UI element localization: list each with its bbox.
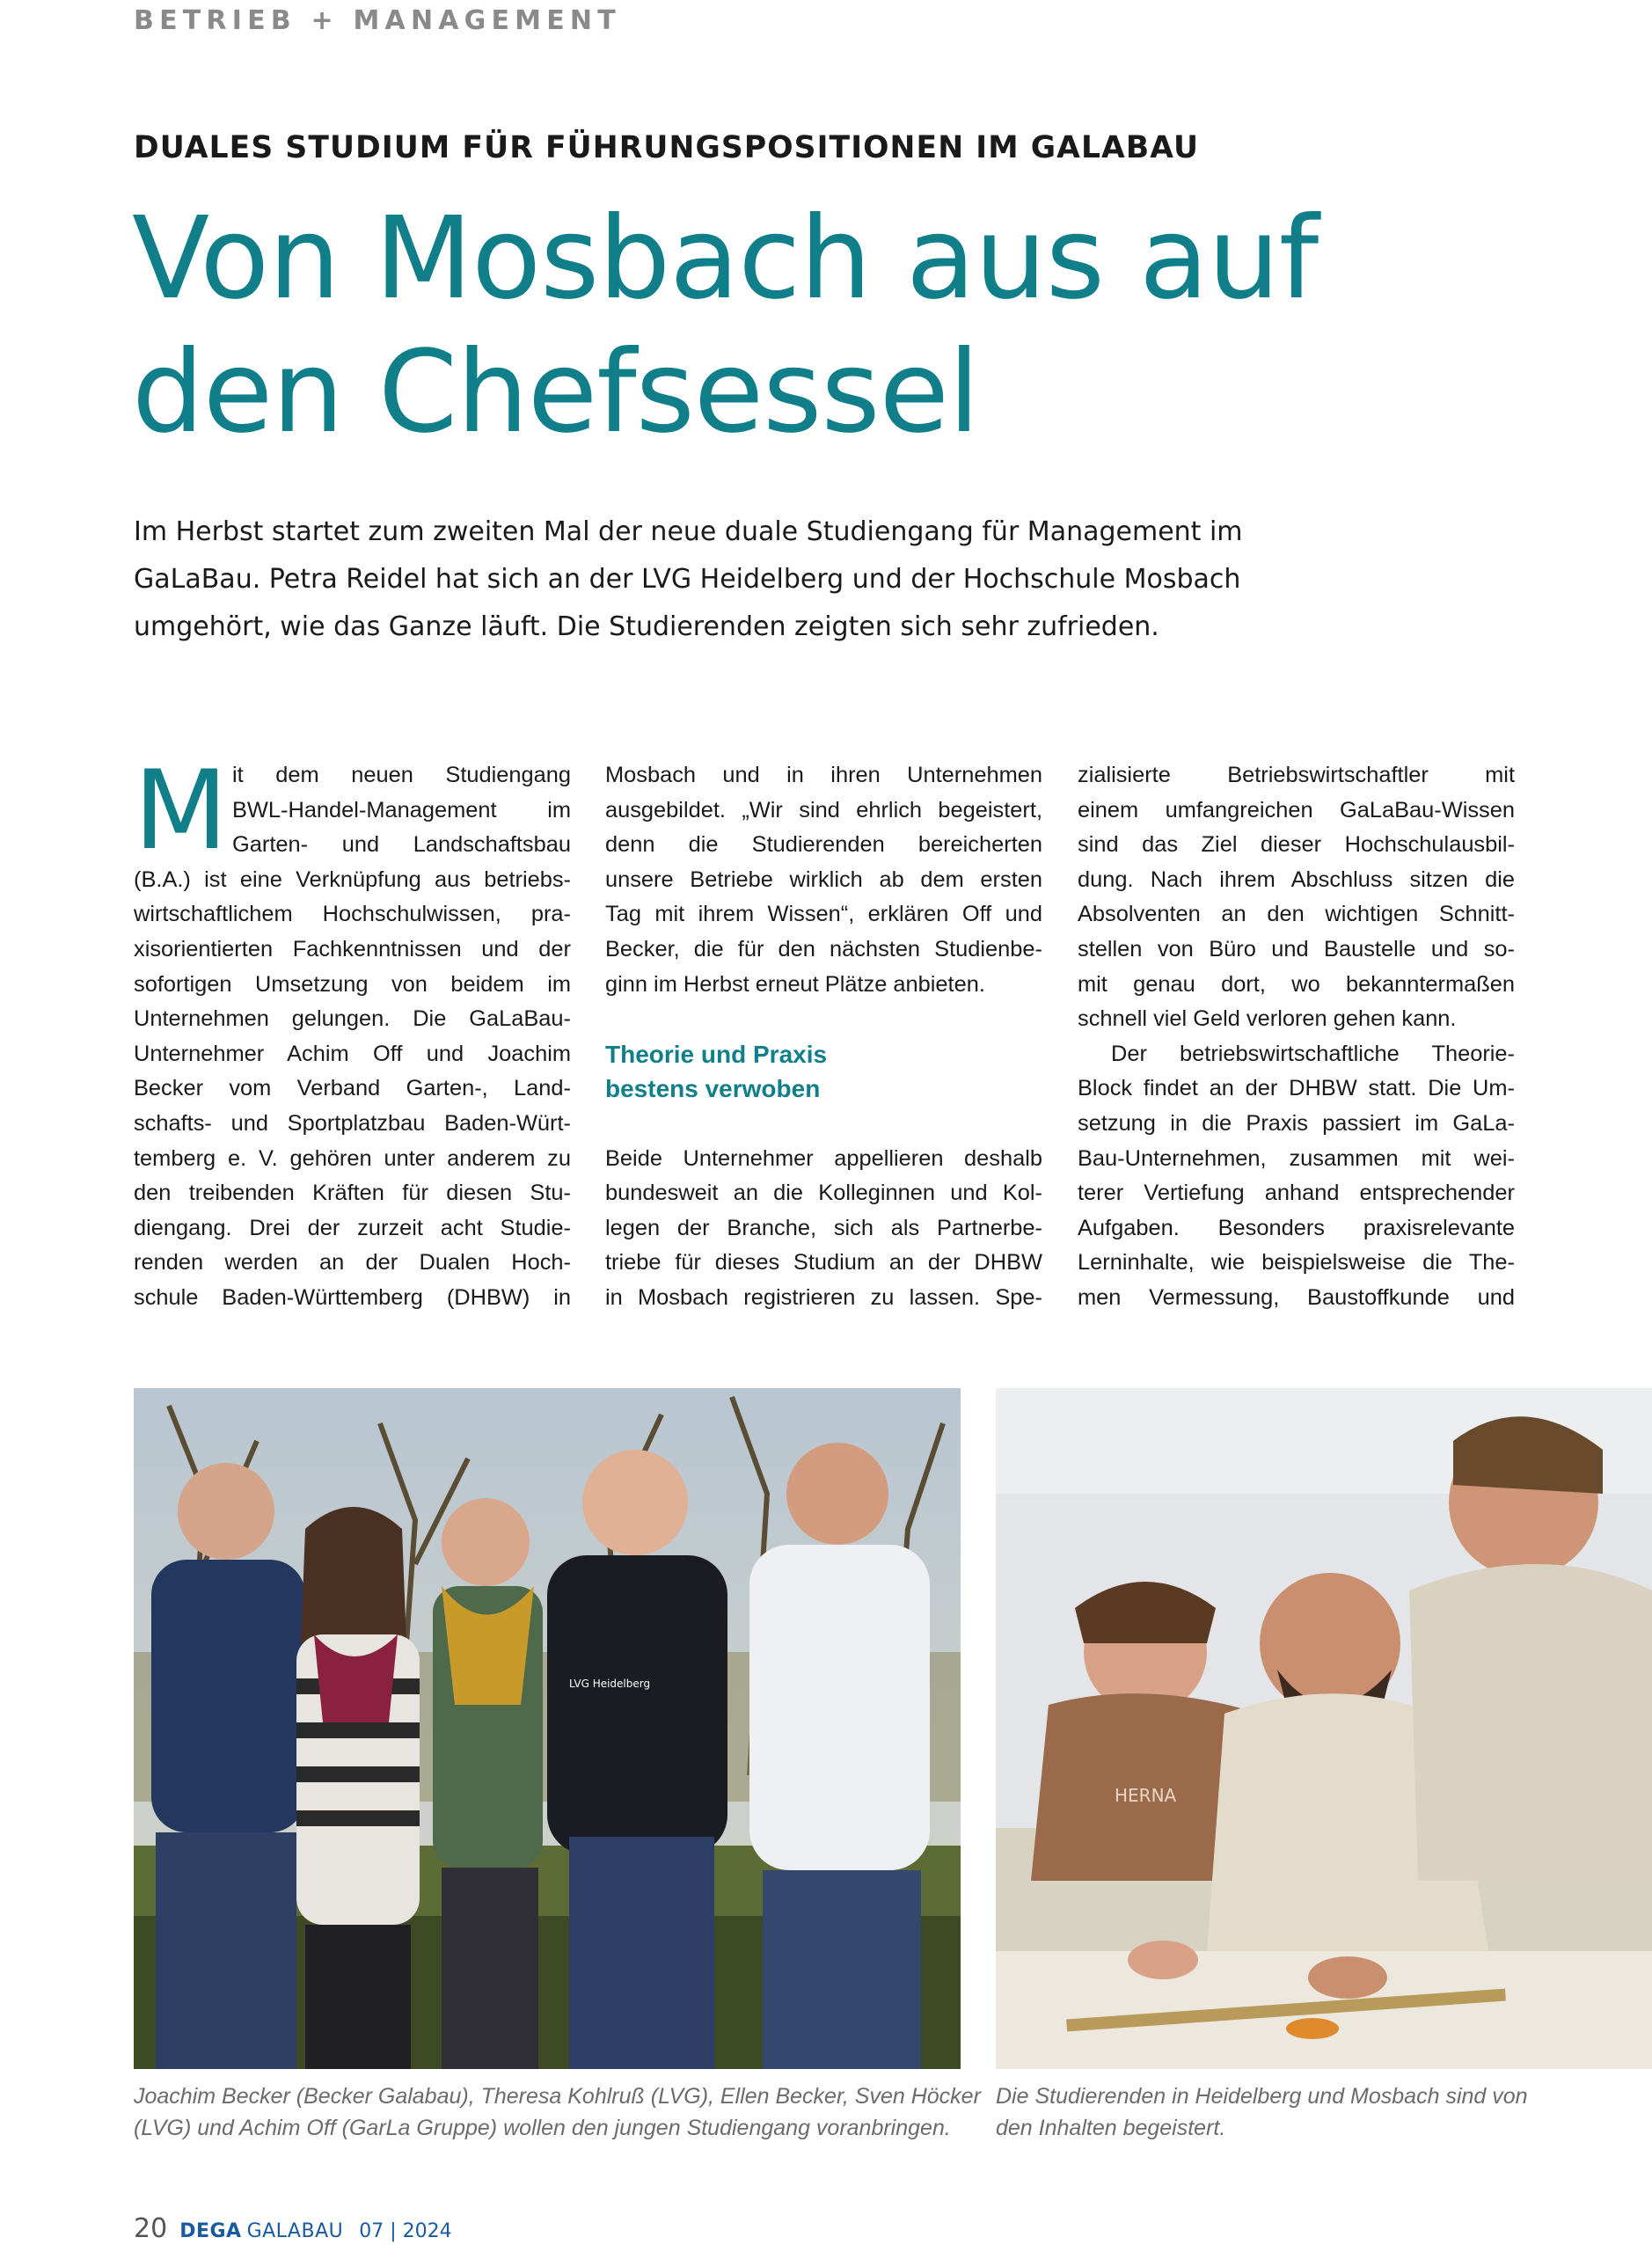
body-line: triebe für dieses Studium an der DHBW: [605, 1250, 1042, 1276]
magazine-name: GALABAU: [246, 2220, 344, 2242]
body-line: Becker, die für den nächsten Studienbe-: [605, 936, 1042, 961]
body-column-3: [1078, 758, 1515, 1316]
body-line: denn die Studierenden bereicherten: [605, 832, 1042, 858]
page-footer: [134, 2213, 452, 2244]
lead-line: Im Herbst startet zum zweiten Mal der neue duale Studiengang für Management im: [134, 516, 1243, 547]
title-line: Von Mosbach aus auf: [132, 193, 1319, 325]
drop-cap: M: [134, 748, 228, 874]
shirt-logo-text: LVG Heidelberg: [569, 1678, 651, 1690]
body-line: Tag mit ihrem Wissen“, erklären Off und: [605, 902, 1042, 927]
issue-number: 07 | 2024: [359, 2220, 452, 2242]
caption-line: den Inhalten begeistert.: [996, 2116, 1226, 2140]
body-line: den treibenden Kräften für diesen Stu-: [134, 1181, 571, 1206]
photo-caption-2: [996, 2080, 1652, 2144]
section-label: BETRIEB + MANAGEMENT: [134, 5, 621, 36]
body-line: unsere Betriebe wirklich ab dem ersten: [605, 866, 1042, 892]
shirt-print-text: HERNA: [1115, 1785, 1177, 1806]
body-line: sind das Ziel dieser Hochschulausbil-: [1078, 832, 1515, 858]
students-photo-illustration: [996, 1388, 1652, 2069]
body-line: sofortigen Umsetzung von beidem im: [134, 971, 571, 997]
body-line: Unternehmer Achim Off und Joachim: [134, 1041, 571, 1066]
body-line: (B.A.) ist eine Verknüpfung aus betriebs-: [134, 866, 571, 892]
body-line: stellen von Büro und Baustelle und so-: [1078, 936, 1515, 961]
magazine-name-bold: DEGA: [179, 2220, 242, 2242]
body-line: legen der Branche, sich als Partnerbe-: [605, 1215, 1042, 1240]
body-line: renden werden an der Dualen Hoch-: [134, 1250, 571, 1276]
body-line: setzung in die Praxis passiert im GaLa-: [1078, 1110, 1515, 1136]
body-column-1: [134, 748, 571, 1316]
article-title: [132, 192, 1539, 459]
body-line: Bau-Unternehmen, zusammen mit wei-: [1078, 1145, 1515, 1171]
lead-line: GaLaBau. Petra Reidel hat sich an der LVG Heidelberg und der Hochschule Mosbach: [134, 564, 1241, 595]
students-photo: [996, 1388, 1652, 2069]
body-line: zialisierte Betriebswirtschaftler mit: [1078, 763, 1515, 787]
body-line: ginn im Herbst erneut Plätze anbieten.: [605, 971, 985, 997]
body-line: Lerninhalte, wie beispielsweise die The-: [1078, 1250, 1515, 1276]
article-kicker: DUALES STUDIUM FÜR FÜHRUNGSPOSITIONEN IM GALABAU: [134, 130, 1200, 165]
body-column-2: [605, 758, 1042, 1316]
subheading: bestens verwoben: [605, 1075, 821, 1103]
body-line: Absolventen an den wichtigen Schnitt-: [1078, 902, 1515, 927]
body-line: dung. Nach ihrem Abschluss sitzen die: [1078, 866, 1515, 892]
body-line: wirtschaftlichem Hochschulwissen, pra-: [134, 902, 571, 927]
body-line: diengang. Drei der zurzeit acht Studie-: [134, 1215, 571, 1240]
body-line: schnell viel Geld verloren gehen kann.: [1078, 1006, 1457, 1032]
body-line: ausgebildet. „Wir sind ehrlich begeistert,: [605, 797, 1042, 823]
body-line: Becker vom Verband Garten-, Land-: [134, 1076, 571, 1101]
body-line: bundesweit an die Kolleginnen und Kol-: [605, 1181, 1042, 1206]
body-line: men Vermessung, Baustoffkunde und: [1078, 1284, 1515, 1310]
body-line: Block findet an der DHBW statt. Die Um-: [1078, 1076, 1515, 1101]
caption-line: Joachim Becker (Becker Galabau), Theresa Kohlruß (LVG), Ellen Becker, Sven Höcker: [134, 2084, 981, 2109]
body-line: BWL-Handel-Management im: [232, 797, 571, 823]
title-line: den Chefsessel: [132, 326, 979, 458]
body-line: Aufgaben. Besonders praxisrelevante: [1078, 1215, 1515, 1240]
group-photo-illustration: [134, 1388, 961, 2069]
subheading: Theorie und Praxis: [605, 1040, 828, 1068]
group-photo: [134, 1388, 961, 2069]
body-line: Unternehmen gelungen. Die GaLaBau-: [134, 1006, 571, 1032]
body-line: xisorientierten Fachkenntnissen und der: [134, 936, 571, 961]
article-lead: [134, 508, 1243, 651]
body-line: Garten- und Landschaftsbau: [232, 832, 571, 858]
body-line: terer Vertiefung anhand entsprechender: [1078, 1181, 1515, 1206]
body-line: in Mosbach registrieren zu lassen. Spe-: [605, 1284, 1042, 1310]
photo-caption-1: [134, 2080, 981, 2144]
body-line: Mosbach und in ihren Unternehmen: [605, 763, 1042, 787]
body-line: mit genau dort, wo bekanntermaßen: [1078, 971, 1515, 997]
body-line: Beide Unternehmer appellieren deshalb: [605, 1145, 1042, 1171]
body-line: schafts- und Sportplatzbau Baden-Würt-: [134, 1110, 571, 1136]
body-line: temberg e. V. gehören unter anderem zu: [134, 1145, 571, 1171]
caption-line: Die Studierenden in Heidelberg und Mosbach sind von: [996, 2084, 1528, 2109]
caption-line: (LVG) und Achim Off (GarLa Gruppe) wollen den jungen Studiengang voranbringen.: [134, 2116, 951, 2140]
lead-line: umgehört, wie das Ganze läuft. Die Studierenden zeigten sich sehr zufrieden.: [134, 611, 1159, 642]
body-line: it dem neuen Studiengang: [232, 763, 571, 787]
body-line: schule Baden-Württemberg (DHBW) in: [134, 1284, 571, 1310]
page-number: 20: [134, 2213, 168, 2244]
body-line: einem umfangreichen GaLaBau-Wissen: [1078, 797, 1515, 823]
body-line: Der betriebswirtschaftliche Theorie-: [1111, 1041, 1515, 1066]
